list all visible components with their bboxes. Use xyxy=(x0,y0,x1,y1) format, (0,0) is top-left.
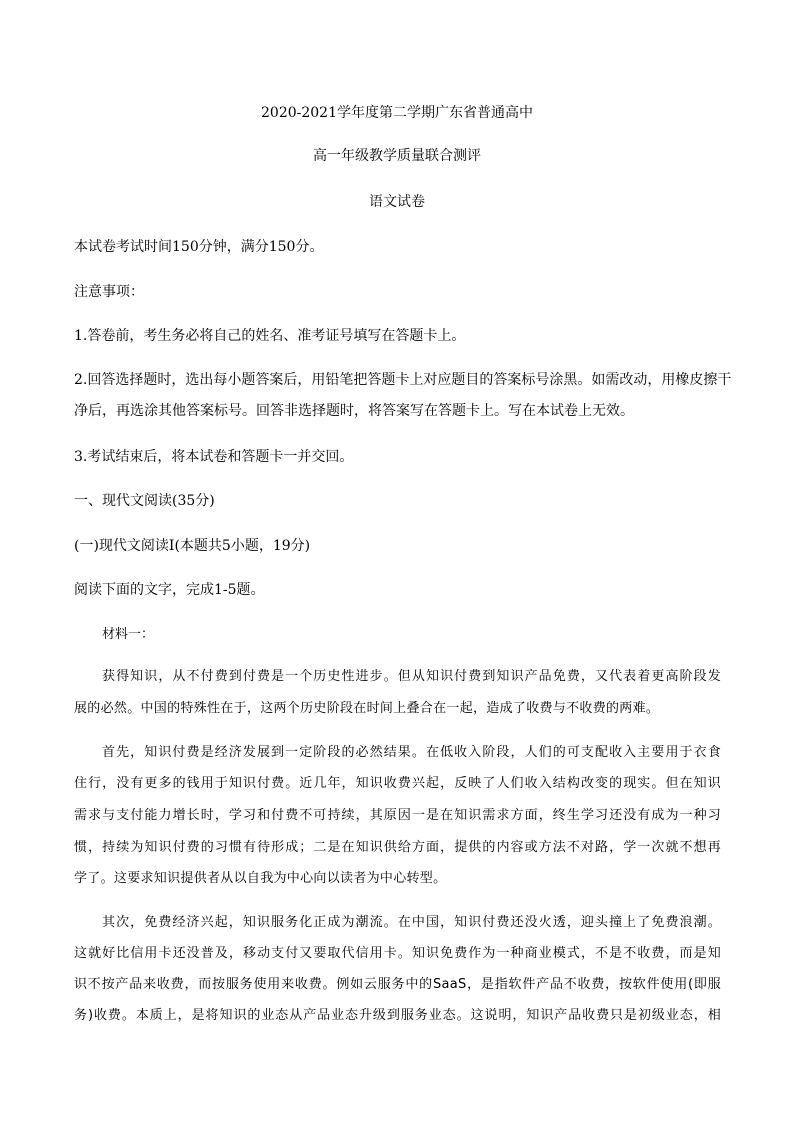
reading-instruction: 阅读下面的文字，完成1-5题。 xyxy=(74,582,265,598)
paragraph-2-line: 需求与支付能力增长时，学习和付费不可持续，其原因一是在知识需求方面，终生学习还没有成为一种习 xyxy=(74,808,721,823)
exam-title-line2: 高一年级教学质量联合测评 xyxy=(313,148,481,164)
paragraph-3-line: 这就好比信用卡还没普及，移动支付又要取代信用卡。知识免费作为一种商业模式，不是不收费，而是知 xyxy=(74,946,721,961)
notice-item-3: 3.考试结束后，将本试卷和答题卡一并交回。 xyxy=(74,449,354,465)
notice-heading: 注意事项： xyxy=(74,284,144,300)
notice-item-2-line1: 2.回答选择题时，选出每小题答案后，用铅笔把答题卡上对应题目的答案标号涂黑。如需改动，用橡皮擦干 xyxy=(74,372,732,388)
paragraph-2-line: 首先，知识付费是经济发展到一定阶段的必然结果。在低收入阶段，人们的可支配收入主要用于衣食 xyxy=(102,745,721,760)
paragraph-1-line: 展的必然。中国的特殊性在于，这两个历史阶段在时间上叠合在一起，造成了收费与不收费的两难。 xyxy=(74,701,660,716)
exam-title-line3: 语文试卷 xyxy=(369,194,425,210)
paragraph-2-line: 惯，持续为知识付费的习惯有待形成；二是在知识供给方面，提供的内容或方法不对路，学一次就不想再 xyxy=(74,840,721,855)
notice-item-1: 1.答卷前，考生务必将自己的姓名、准考证号填写在答题卡上。 xyxy=(74,328,466,344)
paragraph-1-line: 获得知识，从不付费到付费是一个历史性进步。但从知识付费到知识产品免费，又代表着更高阶段发 xyxy=(102,669,721,684)
subsection-heading: (一)现代文阅读Ⅰ(本题共5小题，19分) xyxy=(74,538,311,554)
paragraph-3-line: 识不按产品来收费，而按服务使用来收费。例如云服务中的SaaS，是指软件产品不收费，按软件使用(即服 xyxy=(74,977,721,992)
exam-time-text: 本试卷考试时间150分钟，满分150分。 xyxy=(74,239,324,255)
paragraph-3-line: 其次，免费经济兴起，知识服务化正成为潮流。在中国，知识付费还没火透，迎头撞上了免费浪潮。 xyxy=(102,915,721,930)
paragraph-2-line: 住行，没有更多的钱用于知识付费。近几年，知识收费兴起，反映了人们收入结构改变的现实。但在知识 xyxy=(74,776,721,791)
paragraph-3-line: 务)收费。本质上，是将知识的业态从产品业态升级到服务业态。这说明，知识产品收费只是初级业态，相 xyxy=(74,1008,721,1023)
material-label: 材料一： xyxy=(102,627,155,642)
section-heading: 一、现代文阅读(35分) xyxy=(74,493,215,509)
paragraph-2-line: 学了。这要求知识提供者从以自我为中心向以读者为中心转型。 xyxy=(74,871,447,886)
notice-item-2-line2: 净后，再选涂其他答案标号。回答非选择题时，将答案写在答题卡上。写在本试卷上无效。 xyxy=(74,403,634,419)
exam-title-line1: 2020-2021学年度第二学期广东省普通高中 xyxy=(261,105,533,121)
